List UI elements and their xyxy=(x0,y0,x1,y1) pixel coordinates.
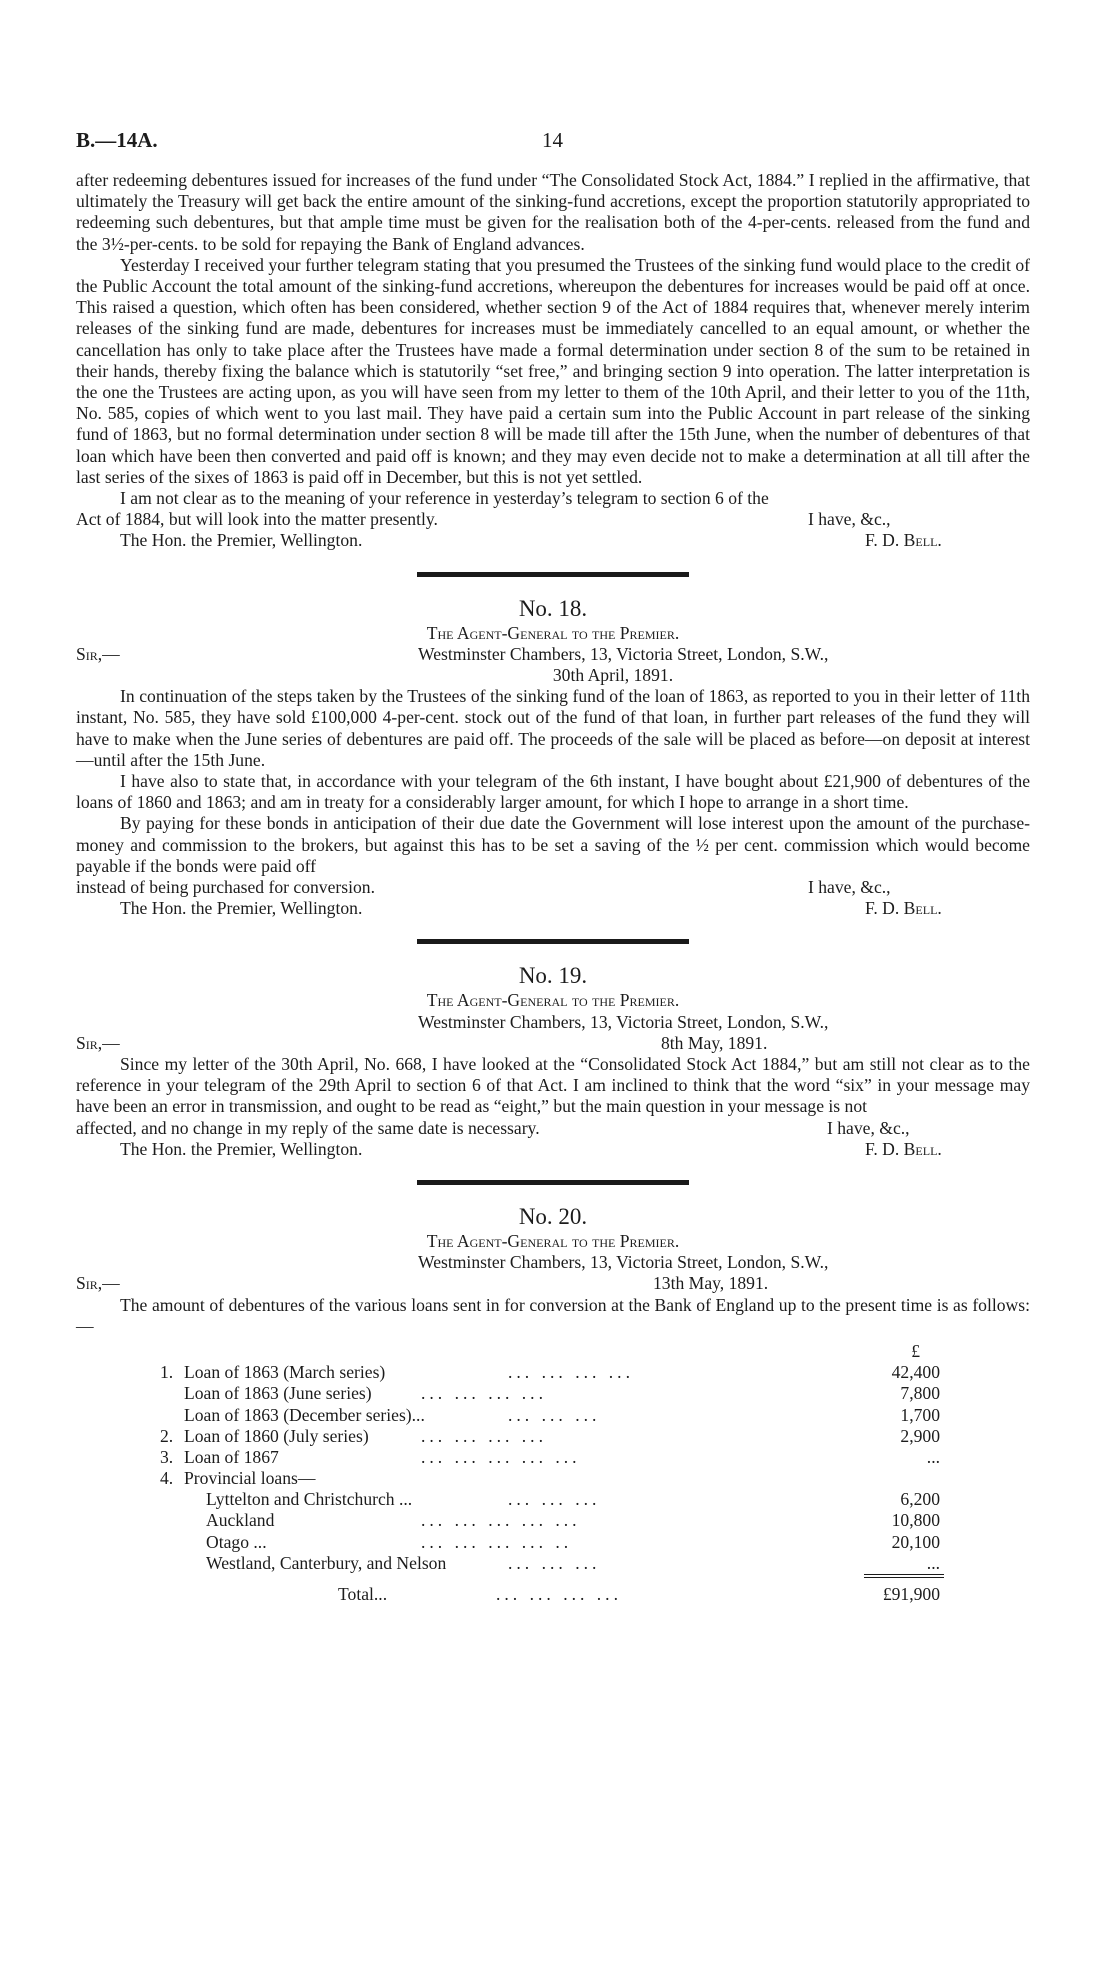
sender-address: Westminster Chambers, 13, Victoria Street, London, S.W., xyxy=(418,643,829,664)
signature: F. D. Bell. xyxy=(865,1138,942,1159)
row-amount: 10,800 xyxy=(891,1510,940,1531)
running-header xyxy=(76,128,1030,158)
row-label: Loan of 1863 (December series)... xyxy=(184,1404,425,1425)
address-line xyxy=(76,644,1030,665)
section-divider xyxy=(417,1180,689,1185)
leader-dots: ... ... ... xyxy=(508,1489,601,1510)
paragraph: Since my letter of the 30th April, No. 668, I have looked at the “Consolidated Stock Act 1884,” but am still not clear as to the reference in your telegram of the 29th April to section 6 of that Act. I am inclined to think that the word “six” in your message may have been an error in transmission, and ought to be read as “eight,” but the main question in your message is not xyxy=(76,1054,1030,1117)
row-amount: 1,700 xyxy=(900,1404,940,1425)
leader-dots: ... ... ... ... xyxy=(421,1383,547,1404)
total-rule xyxy=(864,1577,944,1578)
salutation: Sir,— xyxy=(76,1032,120,1053)
table-row xyxy=(76,1426,1030,1447)
closing-line xyxy=(76,877,1030,898)
letter-from-to: The Agent-General to the Premier. xyxy=(426,1230,680,1251)
closing-line xyxy=(76,509,1030,530)
row-number: 1. xyxy=(160,1362,174,1383)
row-label: Loan of 1860 (July series) xyxy=(184,1425,369,1446)
sender-address: Westminster Chambers, 13, Victoria Street, London, S.W., xyxy=(418,1011,829,1032)
row-label: Auckland xyxy=(206,1510,275,1531)
date-line xyxy=(76,1033,1030,1054)
addressee: The Hon. the Premier, Wellington. xyxy=(120,530,363,551)
letter-20 xyxy=(76,1203,1030,1605)
table-rows xyxy=(76,1362,1030,1574)
row-label: Loan of 1863 (March series) xyxy=(184,1362,386,1383)
total-amount: £91,900 xyxy=(882,1584,940,1605)
closing: I have, &c., xyxy=(808,509,891,530)
currency-header-row xyxy=(76,1341,1030,1362)
row-amount: 42,400 xyxy=(891,1362,940,1383)
table-row xyxy=(76,1468,1030,1489)
row-amount: 2,900 xyxy=(900,1425,940,1446)
paragraph: In continuation of the steps taken by the Trustees of the sinking fund of the loan of 1863, as reported to you in their letter of 11th instant, No. 585, they have sold £100,000 4-per-cent. stock out of the fund of that loan, in further part releases of the fund they will have to make when the June series of debentures are paid off. The proceeds of the sale will be placed as before—on deposit at interest—until after the 15th June. xyxy=(76,686,1030,770)
paragraph-end: Act of 1884, but will look into the matter presently. xyxy=(76,509,438,530)
letter-18 xyxy=(76,595,1030,920)
row-label: Westland, Canterbury, and Nelson xyxy=(206,1552,447,1573)
signature: F. D. Bell. xyxy=(865,898,942,919)
row-amount: 20,100 xyxy=(891,1531,940,1552)
table-row xyxy=(76,1447,1030,1468)
paragraph: By paying for these bonds in anticipation of their due date the Government will lose interest upon the amount of the purchase-money and commission to the brokers, but against this has to be set a saving of the ½ per cent. commission which would become payable if the bonds were paid off xyxy=(76,813,1030,876)
table-row xyxy=(76,1362,1030,1383)
document-reference: B.—14A. xyxy=(76,128,158,152)
addressee: The Hon. the Premier, Wellington. xyxy=(120,898,363,919)
total-label: Total... xyxy=(338,1584,388,1605)
total-row xyxy=(76,1584,1030,1605)
table-row xyxy=(76,1405,1030,1426)
row-label: Otago ... xyxy=(206,1531,267,1552)
row-amount: 7,800 xyxy=(900,1383,940,1404)
paragraph: I have also to state that, in accordance with your telegram of the 6th instant, I have bought about £21,900 of debentures of the loans of 1860 and 1863; and am in treaty for a considerably larger amount, for which I hope to arrange in a short time. xyxy=(76,771,1030,813)
table-row xyxy=(76,1383,1030,1404)
letter-date: 8th May, 1891. xyxy=(661,1032,768,1053)
leader-dots: ... ... ... xyxy=(508,1404,601,1425)
leader-dots: ... ... ... ... xyxy=(496,1584,622,1605)
letter-from-to: The Agent-General to the Premier. xyxy=(426,990,680,1011)
row-number: 3. xyxy=(160,1446,174,1467)
letter-from-to: The Agent-General to the Premier. xyxy=(426,622,680,643)
table-row xyxy=(76,1532,1030,1553)
leader-dots: ... ... ... ... ... xyxy=(421,1510,581,1531)
row-label: Loan of 1867 xyxy=(184,1446,279,1467)
letter-19 xyxy=(76,962,1030,1160)
leader-dots: ... ... ... ... .. xyxy=(421,1531,573,1552)
letter-number: No. 18. xyxy=(518,595,588,621)
letter-number: No. 20. xyxy=(518,1203,588,1229)
signature: F. D. Bell. xyxy=(865,530,942,551)
letter-continuation xyxy=(76,170,1030,552)
leader-dots: ... ... ... ... xyxy=(508,1362,634,1383)
paragraph-end: instead of being purchased for conversion. xyxy=(76,877,375,898)
letter-date: 30th April, 1891. xyxy=(552,665,674,686)
table-row xyxy=(76,1489,1030,1510)
table-row xyxy=(76,1510,1030,1531)
paragraph-end: affected, and no change in my reply of the same date is necessary. xyxy=(76,1117,540,1138)
salutation: Sir,— xyxy=(76,1273,120,1294)
document-body xyxy=(76,170,1030,1605)
addressee: The Hon. the Premier, Wellington. xyxy=(120,1138,363,1159)
leader-dots: ... ... ... ... xyxy=(421,1425,547,1446)
page-number: 14 xyxy=(542,128,563,152)
leader-dots: ... ... ... xyxy=(508,1552,601,1573)
paragraph: after redeeming debentures issued for increases of the fund under “The Consolidated Stock Act, 1884.” I replied in the affirmative, that ultimately the Treasury will get back the entire amount of the sinking-fund accretions, except the proportion statutorily appropriated to redeeming such debentures, but that ample time must be given for the realisation both of the 4-per-cents. released from the fund and the 3½-per-cents. to be sold for repaying the Bank of England advances. xyxy=(76,170,1030,254)
closing: I have, &c., xyxy=(827,1117,910,1138)
paragraph: The amount of debentures of the various loans sent in for conversion at the Bank of England up to the present time is as follows:— xyxy=(76,1294,1030,1336)
row-label: Lyttelton and Christchurch ... xyxy=(206,1489,413,1510)
section-divider xyxy=(417,572,689,577)
closing-line xyxy=(76,1118,1030,1139)
addressee-line xyxy=(76,530,1030,551)
addressee-line xyxy=(76,898,1030,919)
address-line xyxy=(76,1252,1030,1273)
row-amount: 6,200 xyxy=(900,1489,940,1510)
total-rule xyxy=(864,1574,944,1575)
letter-date: 13th May, 1891. xyxy=(653,1273,769,1294)
closing: I have, &c., xyxy=(808,877,891,898)
currency-symbol: £ xyxy=(911,1340,920,1361)
row-label: Provincial loans— xyxy=(184,1468,316,1489)
letter-number: No. 19. xyxy=(518,963,588,989)
row-amount: ... xyxy=(926,1446,940,1467)
date-line xyxy=(76,1273,1030,1294)
paragraph: I am not clear as to the meaning of your reference in yesterday’s telegram to section 6 of the xyxy=(120,488,769,509)
row-number: 4. xyxy=(160,1468,174,1489)
row-amount: ... xyxy=(926,1552,940,1573)
debentures-table xyxy=(76,1341,1030,1605)
leader-dots: ... ... ... ... ... xyxy=(421,1446,581,1467)
row-label: Loan of 1863 (June series) xyxy=(184,1383,372,1404)
row-number: 2. xyxy=(160,1425,174,1446)
sender-address: Westminster Chambers, 13, Victoria Street, London, S.W., xyxy=(418,1252,829,1273)
table-row xyxy=(76,1553,1030,1574)
section-divider xyxy=(417,939,689,944)
addressee-line xyxy=(76,1139,1030,1160)
address-line xyxy=(76,1012,1030,1033)
paragraph: Yesterday I received your further telegram stating that you presumed the Trustees of the sinking fund would place to the credit of the Public Account the total amount of the sinking-fund accretions, whereupon the debentures for increases would be paid off at once. This raised a question, which often has been considered, whether section 9 of the Act of 1884 requires that, whenever merely interim releases of the sinking fund are made, debentures for increases must be immediately cancelled to an equal amount, or whether the cancellation has only to take place after the Trustees have made a formal determination under section 8 of the sum to be retained in their hands, thereby fixing the balance which is statutorily “set free,” and bringing section 9 into operation. The latter interpretation is the one the Trustees are acting upon, as you will have seen from my letter to them of the 10th April, and their letter to you of the 11th, No. 585, copies of which went to you last mail. They have paid a certain sum into the Public Account in part release of the sinking fund of 1863, but no formal determination under section 8 will be made till after the 15th June, when the number of debentures of that loan which have been then converted and paid off is known; and they may even decide not to make a determination at all till after the last series of the sixes of 1863 is paid off in December, but this is not yet settled. xyxy=(76,254,1030,487)
salutation: Sir,— xyxy=(76,643,120,664)
total-rule-row xyxy=(76,1574,1030,1584)
